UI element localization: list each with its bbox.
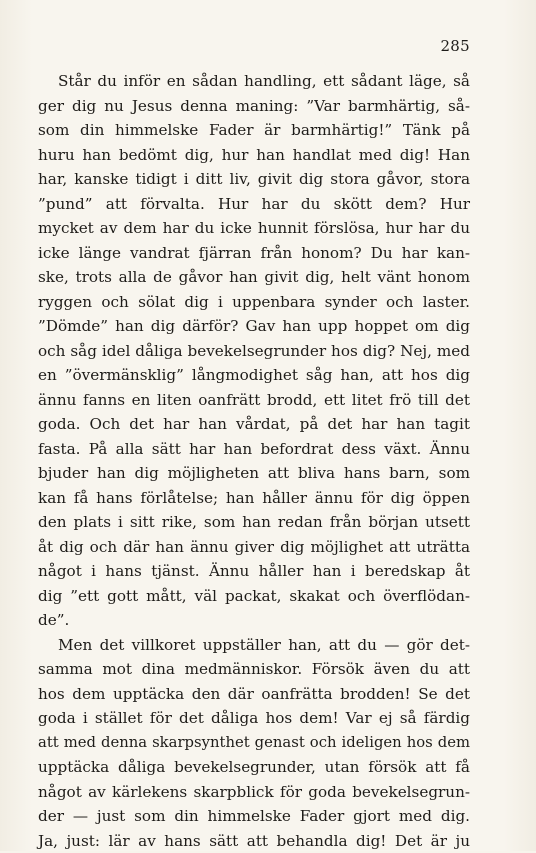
text-line: ryggen och sölat dig i uppenbara synder och laster. <box>38 290 470 315</box>
text-line: mycket av dem har du icke hunnit förslösa, hur har du <box>38 216 470 241</box>
text-line: de”. <box>38 608 470 633</box>
paragraph-2 <box>38 633 470 853</box>
text-line: något av kärlekens skarpblick för goda bevekelsegrun- <box>38 780 470 805</box>
text-line: icke länge vandrat fjärran från honom? Du har kan- <box>38 241 470 266</box>
text-line: der — just som din himmelske Fader gjort med dig. <box>38 804 470 829</box>
text-line: upptäcka dåliga bevekelsegrunder, utan försök att få <box>38 755 470 780</box>
text-line: kan få hans förlåtelse; han håller ännu för dig öppen <box>38 486 470 511</box>
text-line: fasta. På alla sätt har han befordrat dess växt. Ännu <box>38 437 470 462</box>
text-line: har, kanske tidigt i ditt liv, givit dig stora gåvor, stora <box>38 167 470 192</box>
text-line: och såg idel dåliga bevekelsegrunder hos dig? Nej, med <box>38 339 470 364</box>
text-line: den plats i sitt rike, som han redan från början utsett <box>38 510 470 535</box>
text-line: ger dig nu Jesus denna maning: ”Var barmhärtig, så- <box>38 94 470 119</box>
text-line: bjuder han dig möjligheten att bliva hans barn, som <box>38 461 470 486</box>
text-line: en ”övermänsklig” långmodighet såg han, att hos dig <box>38 363 470 388</box>
text-line: huru han bedömt dig, hur han handlat med dig! Han <box>38 143 470 168</box>
text-line: Ja, just: lär av hans sätt att behandla dig! Det är ju <box>38 829 470 853</box>
text-line: ”pund” att förvalta. Hur har du skött dem? Hur <box>38 192 470 217</box>
text-line: dig ”ett gott mått, väl packat, skakat och överflödan- <box>38 584 470 609</box>
text-line: Står du inför en sådan handling, ett sådant läge, så <box>38 69 470 94</box>
text-line: åt dig och där han ännu giver dig möjlighet att uträtta <box>38 535 470 560</box>
text-line: att med denna skarpsynthet genast och ideligen hos dem <box>38 731 470 756</box>
paragraph-1 <box>38 69 470 633</box>
page-number: 285 <box>440 37 470 55</box>
text-line: ännu fanns en liten oanfrätt brodd, ett litet frö till det <box>38 388 470 413</box>
text-line: hos dem upptäcka den där oanfrätta brodden! Se det <box>38 682 470 707</box>
body-text <box>38 69 470 853</box>
text-line: ske, trots alla de gåvor han givit dig, helt vänt honom <box>38 265 470 290</box>
text-line: som din himmelske Fader är barmhärtig!” Tänk på <box>38 118 470 143</box>
text-line: Men det villkoret uppställer han, att du — gör det- <box>38 633 470 658</box>
text-line: något i hans tjänst. Ännu håller han i beredskap åt <box>38 559 470 584</box>
text-line: goda. Och det har han vårdat, på det har han tagit <box>38 412 470 437</box>
text-line: samma mot dina medmänniskor. Försök även du att <box>38 657 470 682</box>
text-line: goda i stället för det dåliga hos dem! Var ej så färdig <box>38 706 470 731</box>
text-line: ”Dömde” han dig därför? Gav han upp hoppet om dig <box>38 314 470 339</box>
